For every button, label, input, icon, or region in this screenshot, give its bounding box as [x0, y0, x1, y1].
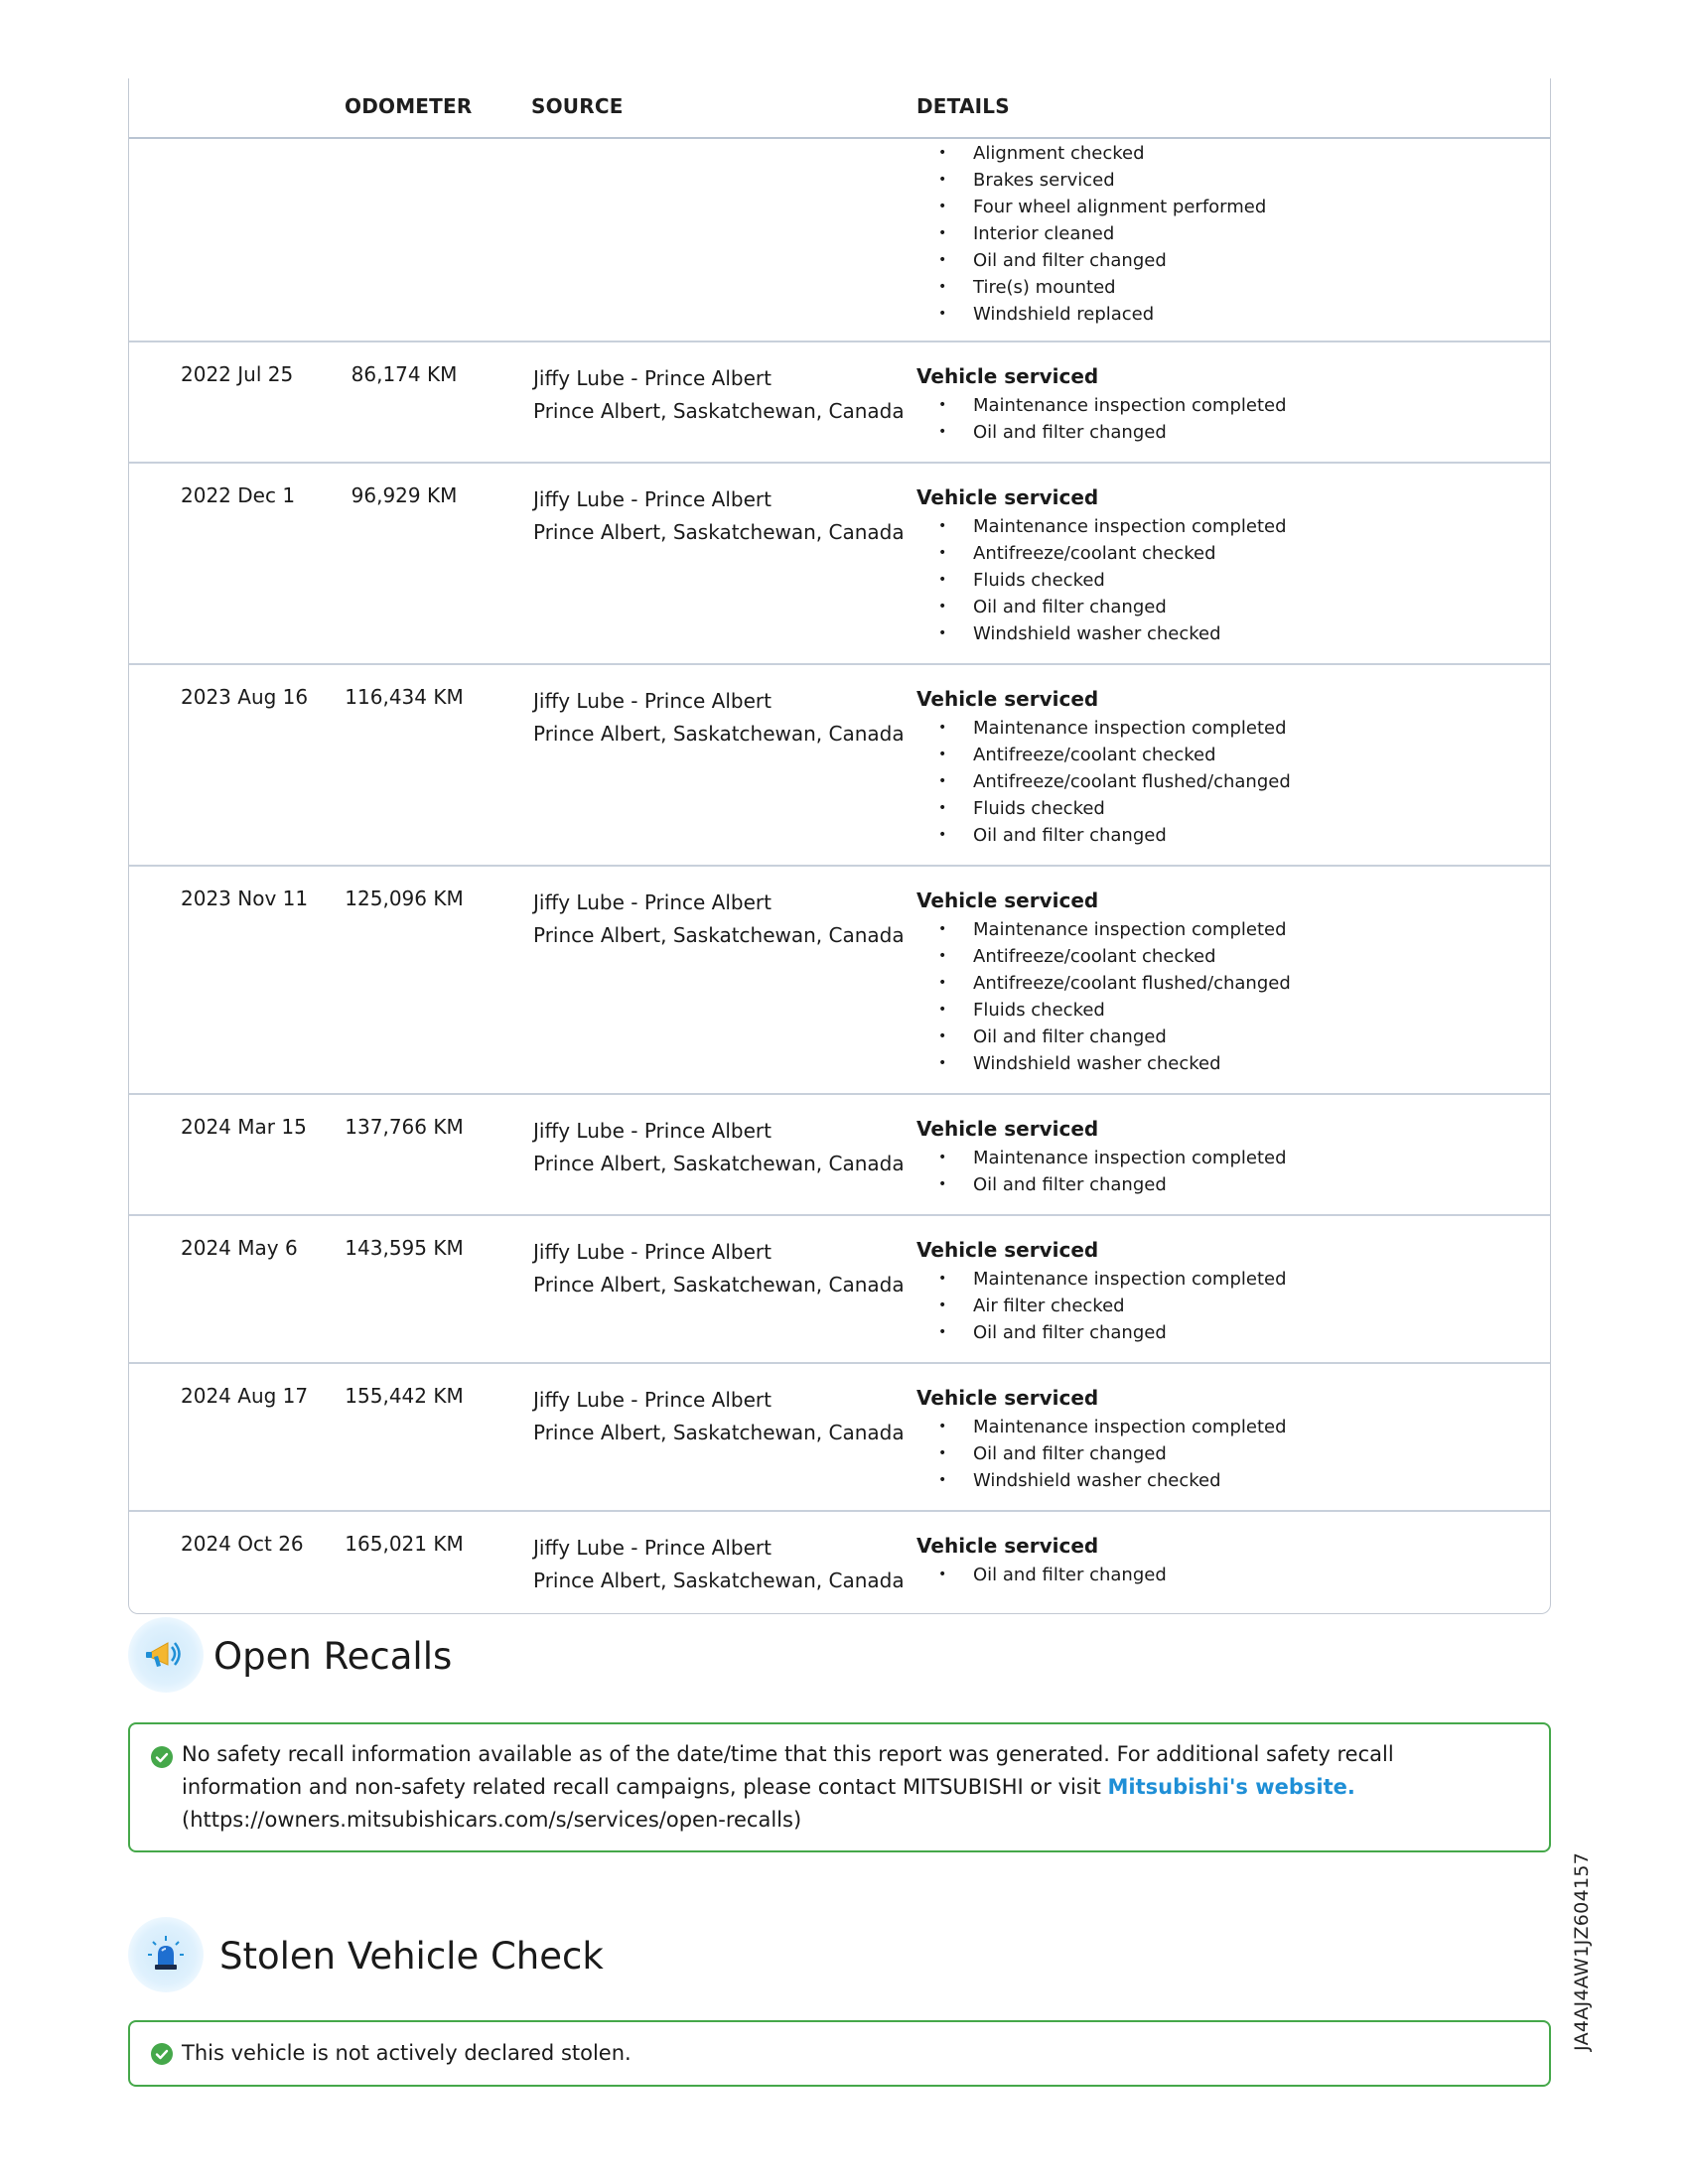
odometer-cell: 116,434 KM	[345, 685, 464, 709]
odometer-cell: 143,595 KM	[345, 1236, 464, 1260]
list-item: • Antifreeze/coolant checked	[938, 745, 1216, 765]
stolen-info-box	[128, 2020, 1551, 2087]
list-item: • Windshield washer checked	[938, 1470, 1221, 1491]
source-location: Prince Albert, Saskatchewan, Canada	[533, 399, 905, 423]
event-title: Vehicle serviced	[916, 485, 1099, 509]
source-cell	[533, 1115, 905, 1180]
table-row	[129, 464, 1550, 665]
details-cell	[916, 685, 1291, 849]
list-item: • Oil and filter changed	[938, 1174, 1167, 1195]
event-title: Vehicle serviced	[916, 687, 1099, 711]
details-cell	[916, 362, 1287, 446]
list-item: • Fluids checked	[938, 570, 1105, 591]
odometer-cell: 155,442 KM	[345, 1384, 464, 1408]
source-cell	[533, 1532, 905, 1597]
list-item: • Windshield washer checked	[938, 623, 1221, 644]
source-location: Prince Albert, Saskatchewan, Canada	[533, 1421, 905, 1444]
check-circle-icon	[151, 1746, 173, 1768]
stolen-title: Stolen Vehicle Check	[219, 1935, 604, 1978]
source-name: Jiffy Lube - Prince Albert	[533, 1240, 772, 1264]
odometer-cell: 165,021 KM	[345, 1532, 464, 1556]
header-source: SOURCE	[531, 94, 624, 118]
list-item: • Antifreeze/coolant checked	[938, 946, 1216, 967]
list-item: • Brakes serviced	[938, 170, 1115, 191]
source-cell	[533, 1236, 905, 1301]
details-cell	[916, 483, 1287, 647]
list-item: • Tire(s) mounted	[938, 277, 1116, 298]
list-item: • Oil and filter changed	[938, 1026, 1167, 1047]
list-item: • Windshield washer checked	[938, 1053, 1221, 1074]
table-row-continued	[129, 139, 1550, 342]
list-item: • Maintenance inspection completed	[938, 919, 1287, 940]
odometer-cell: 137,766 KM	[345, 1115, 464, 1139]
list-item: • Maintenance inspection completed	[938, 395, 1287, 416]
table-row	[129, 1364, 1550, 1512]
megaphone-icon	[128, 1617, 204, 1693]
details-cell	[916, 1236, 1287, 1346]
details-cell	[916, 140, 1266, 328]
date-cell: 2024 Oct 26	[181, 1532, 304, 1556]
date-cell: 2023 Aug 16	[181, 685, 309, 709]
source-location: Prince Albert, Saskatchewan, Canada	[533, 520, 905, 544]
list-item: • Maintenance inspection completed	[938, 1148, 1287, 1168]
odometer-cell: 86,174 KM	[351, 362, 458, 386]
table-row	[129, 1095, 1550, 1216]
list-item: • Oil and filter changed	[938, 1322, 1167, 1343]
table-row	[129, 665, 1550, 867]
recalls-section-header	[128, 1617, 724, 1693]
date-cell: 2024 Aug 17	[181, 1384, 309, 1408]
list-item: • Alignment checked	[938, 143, 1145, 164]
event-title: Vehicle serviced	[916, 1534, 1099, 1558]
source-name: Jiffy Lube - Prince Albert	[533, 1388, 772, 1412]
recalls-message	[182, 1738, 1509, 1837]
source-cell	[533, 685, 905, 751]
recalls-url-text: (https://owners.mitsubishicars.com/s/services/open-recalls)	[182, 1808, 802, 1832]
table-row	[129, 1512, 1550, 1614]
list-item: • Oil and filter changed	[938, 825, 1167, 846]
details-cell	[916, 1384, 1287, 1494]
vin-vertical-label: JA4AJ4AW1JZ604157	[1571, 1851, 1593, 2051]
list-item: • Antifreeze/coolant flushed/changed	[938, 771, 1291, 792]
date-cell: 2023 Nov 11	[181, 887, 309, 910]
source-cell	[533, 1384, 905, 1449]
stolen-section-header	[128, 1917, 724, 1992]
source-name: Jiffy Lube - Prince Albert	[533, 366, 772, 390]
event-title: Vehicle serviced	[916, 888, 1099, 912]
list-item: • Oil and filter changed	[938, 597, 1167, 617]
date-cell: 2024 May 6	[181, 1236, 298, 1260]
source-cell	[533, 887, 905, 952]
source-location: Prince Albert, Saskatchewan, Canada	[533, 722, 905, 746]
source-name: Jiffy Lube - Prince Albert	[533, 890, 772, 914]
list-item: • Oil and filter changed	[938, 1565, 1167, 1585]
mitsubishi-website-link[interactable]: Mitsubishi's website.	[1107, 1775, 1355, 1799]
list-item: • Maintenance inspection completed	[938, 1417, 1287, 1437]
date-cell: 2022 Jul 25	[181, 362, 294, 386]
source-name: Jiffy Lube - Prince Albert	[533, 1536, 772, 1560]
details-cell	[916, 887, 1291, 1077]
details-cell	[916, 1115, 1287, 1198]
list-item: • Antifreeze/coolant checked	[938, 543, 1216, 564]
service-history-table	[128, 78, 1551, 1614]
list-item: • Air filter checked	[938, 1296, 1125, 1316]
source-name: Jiffy Lube - Prince Albert	[533, 1119, 772, 1143]
date-cell: 2024 Mar 15	[181, 1115, 307, 1139]
stolen-message: This vehicle is not actively declared stolen.	[182, 2041, 632, 2065]
source-name: Jiffy Lube - Prince Albert	[533, 487, 772, 511]
table-row	[129, 1216, 1550, 1364]
table-row	[129, 867, 1550, 1095]
source-cell	[533, 362, 905, 428]
list-item: • Maintenance inspection completed	[938, 718, 1287, 739]
details-cell	[916, 1532, 1167, 1588]
list-item: • Windshield replaced	[938, 304, 1155, 325]
list-item: • Maintenance inspection completed	[938, 1269, 1287, 1290]
list-item: • Fluids checked	[938, 1000, 1105, 1021]
list-item: • Antifreeze/coolant flushed/changed	[938, 973, 1291, 994]
odometer-cell: 125,096 KM	[345, 887, 464, 910]
list-item: • Oil and filter changed	[938, 422, 1167, 443]
source-location: Prince Albert, Saskatchewan, Canada	[533, 923, 905, 947]
header-details: DETAILS	[916, 94, 1010, 118]
source-cell	[533, 483, 905, 549]
event-title: Vehicle serviced	[916, 1238, 1099, 1262]
event-title: Vehicle serviced	[916, 1117, 1099, 1141]
event-title: Vehicle serviced	[916, 1386, 1099, 1410]
source-name: Jiffy Lube - Prince Albert	[533, 689, 772, 713]
source-location: Prince Albert, Saskatchewan, Canada	[533, 1273, 905, 1297]
list-item: • Fluids checked	[938, 798, 1105, 819]
siren-icon	[128, 1917, 204, 1992]
list-item: • Oil and filter changed	[938, 250, 1167, 271]
recalls-title: Open Recalls	[213, 1635, 453, 1678]
list-item: • Interior cleaned	[938, 223, 1115, 244]
source-location: Prince Albert, Saskatchewan, Canada	[533, 1152, 905, 1175]
recalls-message-text: No safety recall information available as of the date/time that this report was generated. For additional safety recall information and non-safety related recall campaigns, please contact MITSUBISHI or visit	[182, 1742, 1394, 1799]
table-row	[129, 342, 1550, 464]
list-item: • Four wheel alignment performed	[938, 197, 1267, 217]
header-odometer: ODOMETER	[345, 94, 473, 118]
check-circle-icon	[151, 2043, 173, 2065]
list-item: • Maintenance inspection completed	[938, 516, 1287, 537]
recalls-info-box	[128, 1722, 1551, 1852]
list-item: • Oil and filter changed	[938, 1443, 1167, 1464]
event-title: Vehicle serviced	[916, 364, 1099, 388]
table-header	[129, 78, 1550, 139]
odometer-cell: 96,929 KM	[351, 483, 458, 507]
source-location: Prince Albert, Saskatchewan, Canada	[533, 1569, 905, 1592]
continued-item-list	[916, 140, 1266, 328]
date-cell: 2022 Dec 1	[181, 483, 296, 507]
